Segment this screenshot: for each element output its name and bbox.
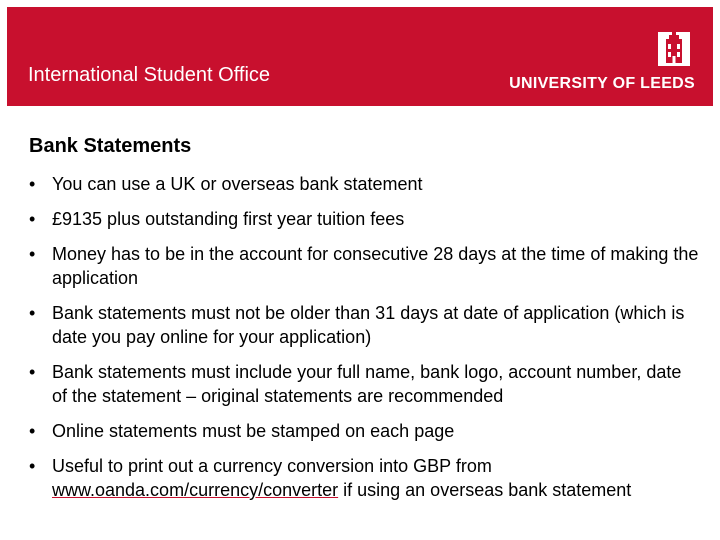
list-item <box>29 419 699 443</box>
list-item-text: You can use a UK or overseas bank statement <box>52 174 423 194</box>
list-item-text-after: if using an overseas bank statement <box>338 480 632 500</box>
list-item <box>29 454 699 502</box>
list-item-text: Money has to be in the account for consecutive 28 days at the time of making the application <box>52 244 699 288</box>
list-item <box>29 207 699 231</box>
bullet-marker: • <box>29 421 36 441</box>
bullet-marker: • <box>29 174 36 194</box>
list-item <box>29 301 699 349</box>
bullet-marker: • <box>29 456 36 476</box>
bullet-marker: • <box>29 303 36 323</box>
header-banner <box>7 7 713 106</box>
list-item <box>29 360 699 408</box>
list-item-text: Bank statements must not be older than 31 days at date of application (which is date you pay online for your application) <box>52 303 685 347</box>
university-crest-icon <box>657 31 691 67</box>
list-item-text-before: Useful to print out a currency conversion into GBP from <box>52 456 492 476</box>
slide-title: Bank Statements <box>29 135 192 157</box>
list-item-text: Online statements must be stamped on each page <box>52 421 455 441</box>
list-item-text: Bank statements must include your full name, bank logo, account number, date of the statement – original statements are recommended <box>52 362 682 406</box>
bullet-marker: • <box>29 209 36 229</box>
bullet-marker: • <box>29 362 36 382</box>
list-item-text: £9135 plus outstanding first year tuition fees <box>52 209 405 229</box>
logo-text: UNIVERSITY OF LEEDS <box>509 75 695 92</box>
bullet-marker: • <box>29 244 36 264</box>
university-logo <box>505 31 695 101</box>
list-item <box>29 172 699 196</box>
bullet-list <box>29 172 699 513</box>
office-title: International Student Office <box>28 64 271 86</box>
currency-converter-link[interactable]: www.oanda.com/currency/converter <box>52 480 339 500</box>
list-item <box>29 242 699 290</box>
